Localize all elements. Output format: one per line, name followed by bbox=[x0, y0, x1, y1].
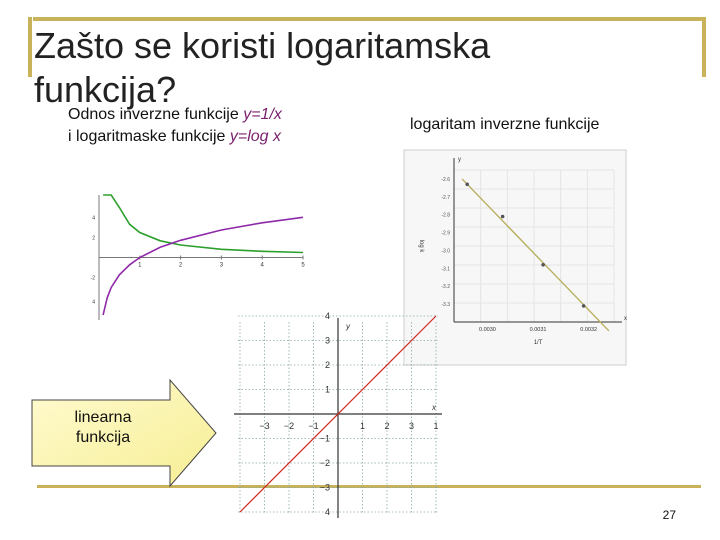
subtitle-expr-log: y=log x bbox=[229, 128, 281, 145]
y-tick-label: -2.9 bbox=[441, 230, 450, 237]
y-axis-name: y bbox=[458, 157, 461, 163]
frame-left-border bbox=[28, 17, 32, 77]
subtitle bbox=[68, 104, 328, 148]
right-caption: logaritam inverzne funkcije bbox=[410, 116, 600, 133]
x-tick-label: 3 bbox=[408, 421, 415, 431]
subtitle-line-2-text: i logaritmaske funkcije bbox=[68, 128, 230, 145]
y-axis-name: y bbox=[346, 322, 350, 331]
subtitle-line-1-text: Odnos inverzne funkcije bbox=[68, 106, 244, 123]
y-tick-label: −3 bbox=[319, 482, 330, 493]
subtitle-expr-inverse: y=1/x bbox=[243, 106, 282, 123]
frame-top-border bbox=[33, 17, 706, 21]
y-tick-label: −1 bbox=[319, 433, 330, 444]
y-tick-label: 2 bbox=[324, 360, 330, 370]
arrow-label-line-1: linearna bbox=[74, 409, 132, 426]
log-function-series bbox=[103, 217, 303, 315]
x-tick-label: 1 bbox=[138, 262, 142, 269]
y-tick-label: 4 bbox=[324, 507, 330, 517]
x-tick-label: −3 bbox=[259, 421, 270, 431]
y-tick-label: -2.8 bbox=[441, 212, 450, 219]
inverse-log-chart bbox=[85, 185, 315, 330]
x-tick-label: −1 bbox=[308, 421, 319, 431]
y-tick-label: -2.7 bbox=[441, 194, 450, 201]
data-point bbox=[465, 183, 469, 187]
y-tick-label: −2 bbox=[319, 458, 330, 468]
x-tick-label: 0.0031 bbox=[529, 327, 547, 333]
y-tick-label: -3.3 bbox=[441, 302, 450, 309]
linear-function-chart bbox=[234, 311, 442, 518]
y-tick-label: 1 bbox=[324, 384, 330, 395]
x-axis-name: x bbox=[624, 316, 627, 322]
x-tick-label: −2 bbox=[283, 421, 295, 431]
x-tick-label: 2 bbox=[178, 262, 183, 269]
data-point bbox=[501, 215, 505, 219]
x-tick-label: 3 bbox=[219, 262, 224, 269]
y-tick-label: -3.0 bbox=[441, 248, 450, 255]
arrow-label-line-2: funkcija bbox=[75, 429, 131, 446]
x-axis-label: 1/T bbox=[533, 340, 543, 346]
y-tick-label: -3.2 bbox=[441, 284, 450, 291]
y-tick-label: -2.6 bbox=[441, 176, 450, 183]
x-tick-label: 4 bbox=[260, 262, 264, 269]
subtitle-line-1 bbox=[68, 104, 328, 126]
page-number: 27 bbox=[662, 508, 676, 522]
y-tick-label: -3.1 bbox=[441, 266, 450, 273]
x-tick-label: 1 bbox=[359, 421, 366, 431]
x-tick-label: 2 bbox=[384, 421, 390, 431]
y-tick-label: 2 bbox=[92, 235, 95, 242]
x-tick-label: 0.0032 bbox=[580, 327, 598, 333]
x-axis-name: x bbox=[432, 403, 436, 412]
data-point bbox=[541, 263, 545, 267]
y-tick-label: 4 bbox=[92, 215, 95, 222]
x-tick-label: 5 bbox=[301, 262, 305, 269]
inverse-function-series bbox=[103, 195, 303, 253]
y-tick-label: -2 bbox=[90, 275, 95, 282]
y-axis-label: log k bbox=[418, 239, 424, 253]
x-tick-label: 0.0030 bbox=[479, 327, 496, 333]
arrow-label bbox=[48, 408, 158, 448]
x-tick-label: 1 bbox=[433, 421, 439, 431]
frame-right-border bbox=[702, 17, 706, 77]
y-tick-label: 4 bbox=[324, 311, 330, 321]
y-tick-label: 3 bbox=[324, 335, 330, 346]
y-tick-label: 4 bbox=[92, 299, 95, 306]
data-point bbox=[582, 304, 586, 308]
subtitle-line-2 bbox=[68, 126, 328, 148]
slide-title: Zašto se koristi logaritamska funkcija? bbox=[34, 25, 491, 110]
